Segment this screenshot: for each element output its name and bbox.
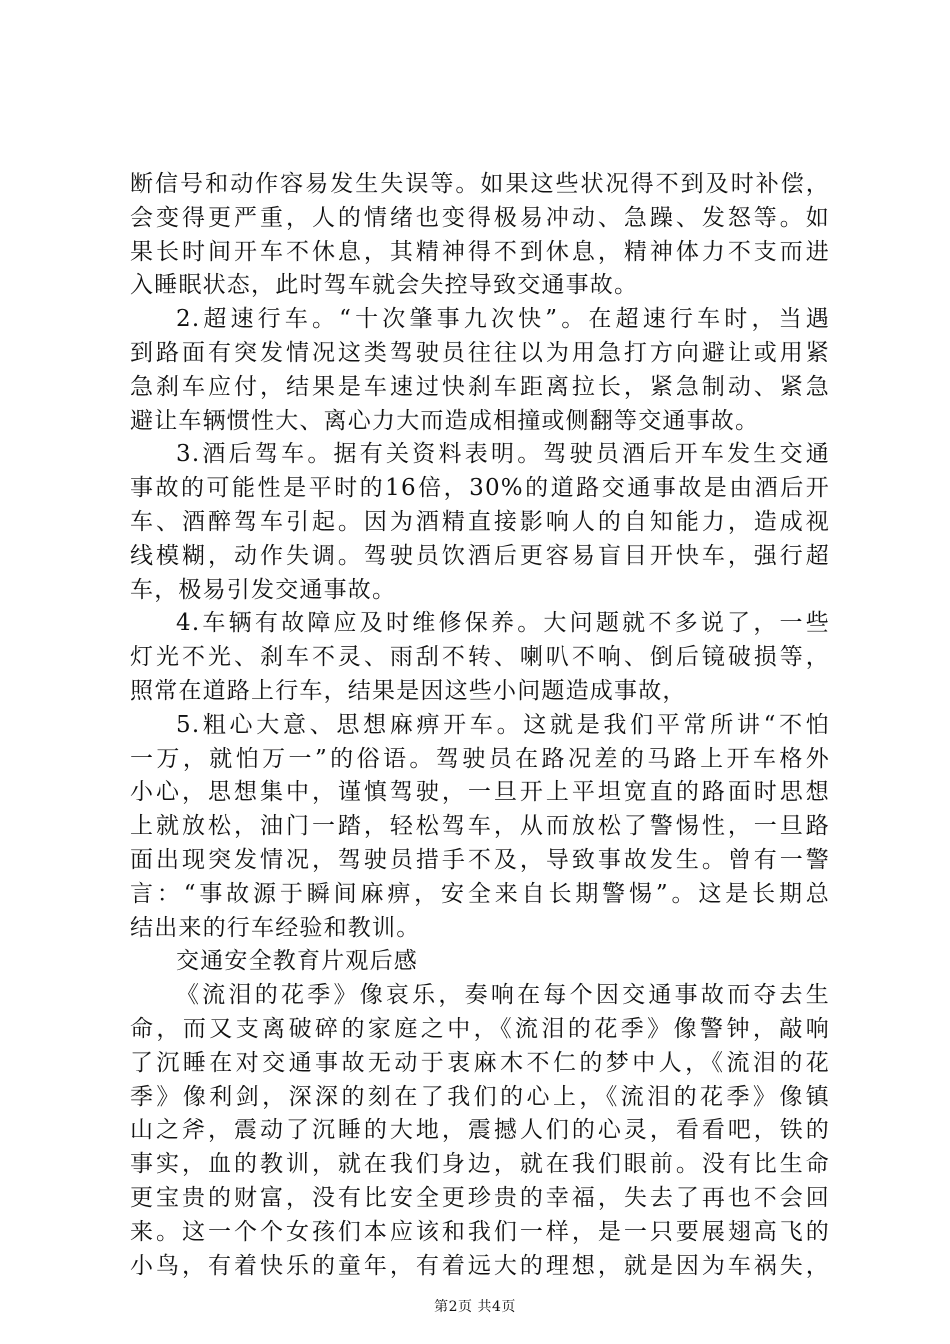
- text-line: 会变得更严重，人的情绪也变得极易冲动、急躁、发怒等。如: [130, 204, 830, 231]
- text-line: 果长时间开车不休息，其精神得不到休息，精神体力不支而进: [130, 238, 830, 265]
- text-line: 车、酒醉驾车引起。因为酒精直接影响人的自知能力，造成视: [130, 508, 830, 535]
- text-line: 命，而又支离破碎的家庭之中，《流泪的花季》像警钟，敲响: [130, 1015, 830, 1042]
- text-line: 上就放松，油门一踏，轻松驾车，从而放松了警惕性，一旦路: [130, 813, 830, 840]
- text-line: 《流泪的花季》像哀乐，奏响在每个因交通事故而夺去生: [176, 982, 830, 1009]
- text-line: 事实，血的教训，就在我们身边，就在我们眼前。没有比生命: [130, 1151, 830, 1178]
- text-line: 小心，思想集中，谨慎驾驶，一旦开上平坦宽直的路面时思想: [130, 779, 830, 806]
- text-line: 交通安全教育片观后感: [176, 948, 418, 975]
- text-line: 面出现突发情况，驾驶员措手不及，导致事故发生。曾有一警: [130, 846, 830, 873]
- text-line: 线模糊，动作失调。驾驶员饮酒后更容易盲目开快车，强行超: [130, 542, 830, 569]
- text-line: 来。这一个个女孩们本应该和我们一样，是一只要展翅高飞的: [130, 1218, 830, 1245]
- text-line: 了沉睡在对交通事故无动于衷麻木不仁的梦中人，《流泪的花: [130, 1049, 830, 1076]
- text-line: 更宝贵的财富，没有比安全更珍贵的幸福，失去了再也不会回: [130, 1184, 830, 1211]
- text-line: 2.超速行车。“十次肇事九次快”。在超速行车时，当遇: [176, 306, 830, 333]
- text-line: 入睡眠状态，此时驾车就会失控导致交通事故。: [130, 272, 639, 299]
- text-line: 言：“事故源于瞬间麻痹，安全来自长期警惕”。这是长期总: [130, 880, 830, 907]
- text-line: 避让车辆惯性大、离心力大而造成相撞或侧翻等交通事故。: [130, 407, 760, 434]
- document-body: [130, 168, 830, 1283]
- text-line: 断信号和动作容易发生失误等。如果这些状况得不到及时补偿，: [130, 171, 830, 197]
- text-line: 急刹车应付，结果是车速过快刹车距离拉长，紧急制动、紧急: [130, 373, 830, 400]
- text-line: 灯光不光、刹车不灵、雨刮不转、喇叭不响、倒后镜破损等，: [130, 644, 830, 671]
- text-line: 季》像利剑，深深的刻在了我们的心上，《流泪的花季》像镇: [130, 1083, 830, 1110]
- text-line: 车，极易引发交通事故。: [130, 576, 397, 603]
- page-footer: 第2页 共4页: [434, 1299, 516, 1315]
- text-line: 一万，就怕万一”的俗语。驾驶员在路况差的马路上开车格外: [130, 745, 830, 772]
- text-line: 到路面有突发情况这类驾驶员往往以为用急打方向避让或用紧: [130, 339, 830, 366]
- text-line: 照常在道路上行车，结果是因这些小问题造成事故，: [130, 677, 687, 704]
- text-line: 3.酒后驾车。据有关资料表明。驾驶员酒后开车发生交通: [176, 441, 830, 468]
- text-line: 事故的可能性是平时的16倍，30%的道路交通事故是由酒后开: [130, 475, 830, 502]
- text-line: 结出来的行车经验和教训。: [130, 914, 421, 941]
- text-line: 5.粗心大意、思想麻痹开车。这就是我们平常所讲“不怕: [176, 711, 830, 738]
- text-line: 山之斧，震动了沉睡的大地，震撼人们的心灵，看看吧，铁的: [130, 1117, 830, 1144]
- text-line: 4.车辆有故障应及时维修保养。大问题就不多说了，一些: [176, 610, 830, 637]
- text-line: 小鸟，有着快乐的童年，有着远大的理想，就是因为车祸失，: [130, 1252, 830, 1279]
